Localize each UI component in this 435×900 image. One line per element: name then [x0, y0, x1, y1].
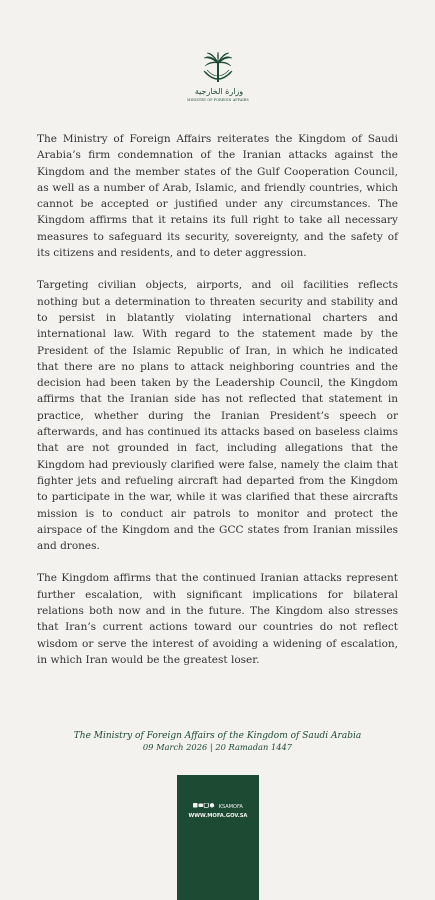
x-icon — [193, 803, 198, 808]
instagram-icon — [204, 803, 209, 808]
paragraph-1: The Ministry of Foreign Affairs reiterates the Kingdom of Saudi Arabia’s firm condemnation of the Iranian attacks against the Kingdom and the member states of the Gulf Cooperation Council, as well as a number of Arab, Islamic, and friendly countries, which cannot be accepted or justified under any circumstances. The Kingdom affirms that it retains its full right to take all necessary measures to safeguard its security, sovereignty, and the safety of its citizens and residents, and to deter aggression. — [37, 133, 398, 260]
footer-bar — [177, 775, 259, 900]
signature-date: 09 March 2026 | 20 Ramadan 1447 — [142, 742, 293, 752]
social-links — [177, 803, 259, 810]
signature-issuer: The Ministry of Foreign Affairs of the Kingdom of Saudi Arabia — [73, 731, 362, 741]
signature-block — [0, 731, 435, 753]
palm-swords-emblem-icon — [200, 52, 236, 86]
ministry-logo — [0, 52, 435, 102]
statement-body — [37, 131, 398, 684]
logo-english-text: MINISTRY OF FOREIGN AFFAIRS — [187, 98, 249, 102]
social-icons — [193, 803, 215, 810]
snapchat-icon — [210, 803, 214, 807]
social-icon-row — [193, 803, 215, 808]
youtube-icon — [199, 804, 204, 808]
social-handle[interactable]: KSAMOFA — [218, 803, 243, 810]
logo-arabic-text: وزارة الخارجية — [194, 87, 244, 96]
paragraph-2: Targeting civilian objects, airports, and oil facilities reflects nothing but a determination to threaten security and stability and to persist in blatantly violating international charters and international law. With regard to the statement made by the President of the Islamic Republic of Iran, in which he indicated that there are no plans to attack neighboring countries and the decision had been taken by the Leadership Council, the Kingdom affirms that the Iranian side has not reflected that statement in practice, whether during the Iranian President’s speech or afterwards, and has continued its attacks based on baseless claims that are not grounded in fact, including allegations that the Kingdom had previously clarified were false, namely the claim that fighter jets and refueling aircraft had departed from the Kingdom to participate in the war, while it was clarified that these aircrafts mission is to conduct air patrols to monitor and protect the airspace of the Kingdom and the GCC states from Iranian missiles and drones. — [37, 279, 398, 553]
website-link[interactable]: WWW.MOFA.GOV.SA — [188, 813, 248, 819]
paragraph-3: The Kingdom affirms that the continued Iranian attacks represent further escalation, with significant implications for bilateral relations both now and in the future. The Kingdom also stresses that Iran’s current actions toward our countries do not reflect wisdom or serve the interest of avoiding a widening of escalation, in which Iran would be the greatest loser. — [37, 572, 398, 666]
